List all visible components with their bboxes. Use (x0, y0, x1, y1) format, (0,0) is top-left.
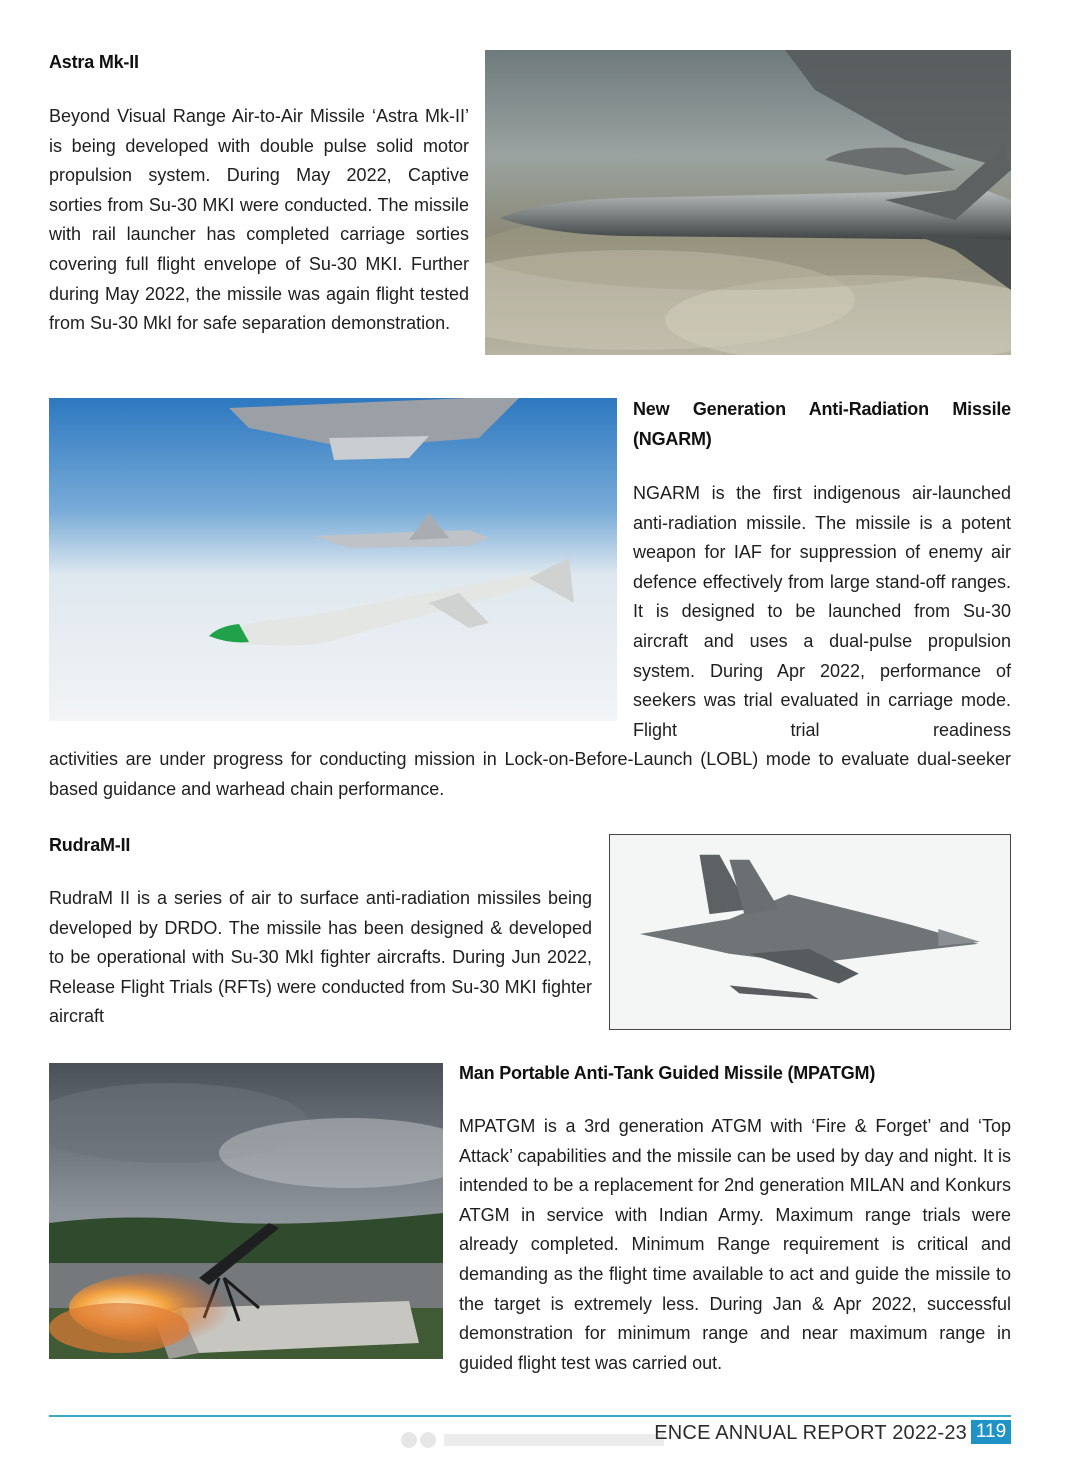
ngarm-heading-line2: (NGARM) (633, 429, 712, 449)
mpatgm-launch-photo (49, 1063, 443, 1359)
astra-heading: Astra Mk-II (49, 52, 139, 72)
astra-body: Beyond Visual Range Air-to-Air Missile ‘Astra Mk-II’ is being developed with double pulse solid motor propulsion system. During May 2022, Captive sorties from Su-30 MKI were conducted. The missile with rail launcher has completed carriage sorties covering full flight envelope of Su-30 MKI. Further during May 2022, the missile was again flight tested from Su-30 MkI for safe separation demonstration. (49, 106, 469, 334)
ngarm-missile-photo (49, 398, 617, 721)
mpatgm-body: MPATGM is a 3rd generation ATGM with ‘Fire & Forget’ and ‘Top Attack’ capabilities and the missile can be used by day and night. It is intended to be a replacement for 2nd generation MILAN and Konkurs ATGM in service with Indian Army. Maximum range trials were already completed. Minimum Range requirement is critical and demanding as the flight time available to act and guide the missile to the target is extremely less. During Jan & Apr 2022, successful demonstration for minimum range and near maximum range in guided flight test was carried out. (459, 1116, 1011, 1373)
watermark-strip (400, 1430, 670, 1450)
ngarm-heading-line1: New Generation Anti-Radiation Missile (633, 399, 1011, 419)
rudram-heading: RudraM-II (49, 835, 131, 855)
footer-report-title: ENCE ANNUAL REPORT 2022-23 (654, 1422, 967, 1444)
rudram-aircraft-photo (609, 834, 1011, 1030)
astra-missile-photo (485, 50, 1011, 355)
page-number: 119 (971, 1420, 1011, 1444)
mpatgm-heading: Man Portable Anti-Tank Guided Missile (MPATGM) (459, 1063, 876, 1083)
ngarm-body-full: activities are under progress for conducting mission in Lock-on-Before-Launch (LOBL) mode to evaluate dual-seeker based guidance and warhead chain performance. (49, 749, 1011, 799)
ngarm-body-wrapped: NGARM is the first indigenous air-launched anti-radiation missile. The missile is a potent weapon for IAF for suppression of enemy air defence effectively from large stand-off ranges. It is designed to be launched from Su-30 aircraft and uses a dual-pulse propulsion system. During Apr 2022, performance of seekers was trial evaluated in carriage mode. Flight trial readiness (633, 483, 1011, 740)
rudram-body: RudraM II is a series of air to surface anti-radiation missiles being developed by DRDO. The missile has been designed & developed to be operational with Su-30 MkI fighter aircrafts. During Jun 2022, Release Flight Trials (RFTs) were conducted from Su-30 MKI fighter aircraft (49, 888, 592, 1027)
footer-rule (49, 1415, 1011, 1417)
